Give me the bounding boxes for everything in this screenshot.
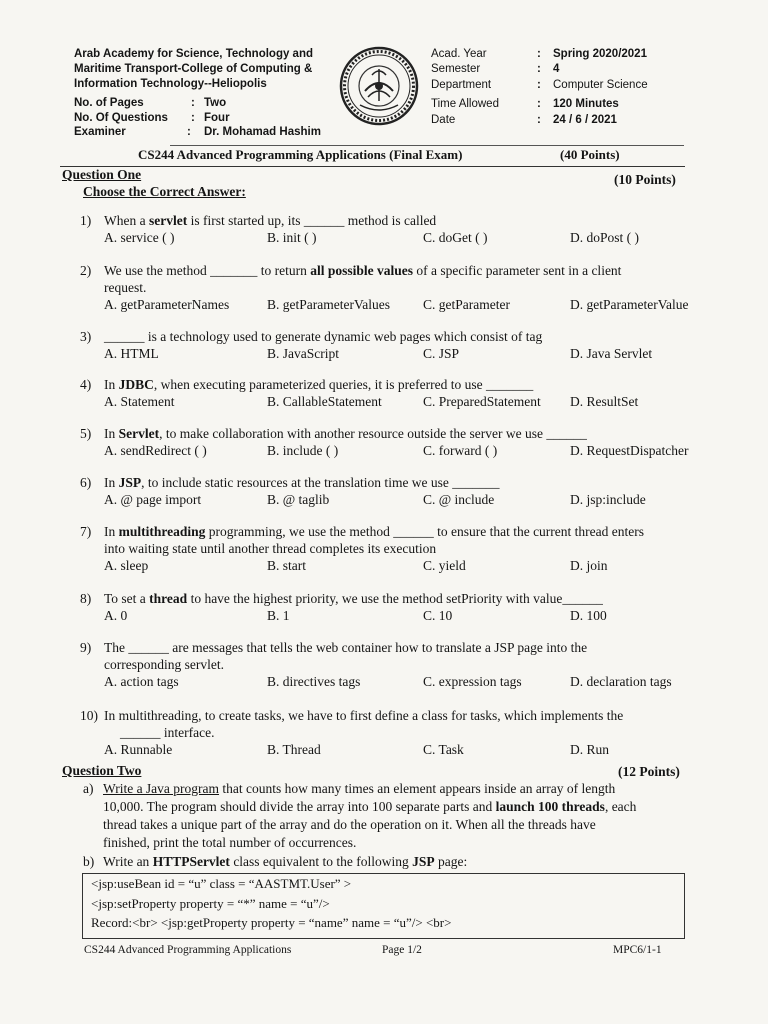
answer-option[interactable]: B. JavaScript	[267, 346, 339, 361]
question-one-title: Question One	[62, 167, 142, 182]
code-line: Record:<br> <jsp:getProperty property = “name” name = “u”/> <br>	[91, 915, 452, 930]
answer-option[interactable]: A. HTML	[104, 346, 159, 361]
institution-name	[74, 47, 344, 92]
answer-option[interactable]: D. 100	[570, 608, 607, 623]
answer-option[interactable]: A. @ page import	[104, 492, 202, 507]
institution-line: Information Technology--Heliopolis	[74, 78, 267, 90]
academy-seal-icon	[338, 45, 420, 127]
answer-option[interactable]: B. include ( )	[267, 443, 339, 458]
answer-option[interactable]: D. doPost ( )	[570, 230, 640, 245]
answer-option[interactable]: A. getParameterNames	[104, 297, 230, 312]
answer-option[interactable]: A. Statement	[104, 394, 175, 409]
mcq-question	[80, 376, 700, 411]
answer-option[interactable]: C. @ include	[423, 492, 495, 507]
mcq-question	[80, 474, 700, 509]
answer-option[interactable]: C. yield	[423, 558, 466, 573]
question-number: 8)	[80, 591, 92, 606]
answer-option[interactable]: C. expression tags	[423, 674, 522, 689]
answer-option[interactable]: D. Run	[570, 742, 610, 757]
answer-option[interactable]: D. join	[570, 558, 608, 573]
mcq-question	[80, 262, 700, 314]
answer-options	[80, 742, 700, 759]
question-number: 4)	[80, 377, 92, 392]
code-line: <jsp:useBean id = “u” class = “AASTMT.User” >	[91, 876, 352, 891]
question-two-title: Question Two	[62, 763, 142, 778]
answer-option[interactable]: A. Runnable	[104, 742, 173, 757]
code-line: <jsp:setProperty property = “*” name = “u”/>	[91, 895, 330, 911]
answer-option[interactable]: C. PreparedStatement	[423, 394, 541, 409]
answer-option[interactable]: D. RequestDispatcher	[570, 443, 689, 458]
answer-options	[80, 674, 700, 691]
question-two-points: (12 Points)	[618, 764, 680, 779]
answer-options	[80, 297, 700, 314]
exam-total-points: (40 Points)	[560, 147, 620, 162]
question-number: 5)	[80, 426, 92, 441]
answer-option[interactable]: A. action tags	[104, 674, 179, 689]
mcq-question	[80, 590, 700, 625]
footer-course: CS244 Advanced Programming Applications	[84, 944, 292, 956]
answer-option[interactable]: A. sleep	[104, 558, 149, 573]
question-one-points: (10 Points)	[614, 172, 676, 187]
answer-option[interactable]: C. 10	[423, 608, 453, 623]
answer-options	[80, 608, 700, 625]
institution-line: Arab Academy for Science, Technology and	[74, 48, 314, 60]
answer-option[interactable]: B. Thread	[267, 742, 321, 757]
answer-options	[80, 346, 700, 363]
answer-option[interactable]: A. sendRedirect ( )	[104, 443, 207, 458]
answer-option[interactable]: B. directives tags	[267, 674, 361, 689]
question-number: 7)	[80, 524, 92, 539]
question-number: 3)	[80, 329, 92, 344]
mcq-question	[80, 523, 700, 575]
answer-options	[80, 492, 700, 509]
answer-option[interactable]: C. doGet ( )	[423, 230, 488, 245]
answer-option[interactable]: D. ResultSet	[570, 394, 639, 409]
meta-questions: No. Of Questions : Four	[74, 112, 230, 124]
answer-options	[80, 443, 700, 460]
question-stem: 7) In multithreading programming, we use the method ______ to ensure that the current thread enters into waiting state until another thread completes its execution	[80, 524, 645, 556]
question-number: 1)	[80, 213, 92, 228]
question-one-instruction: Choose the Correct Answer:	[83, 184, 246, 199]
question-stem: 4) In JDBC, when executing parameterized queries, it is preferred to use _______	[80, 377, 534, 392]
footer-form-code: MPC6/1-1	[613, 944, 662, 956]
question-stem: 2) We use the method _______ to return all possible values of a specific parameter sent in a client request.	[80, 263, 622, 295]
question-number: 9)	[80, 640, 92, 655]
question-stem: 9) The ______ are messages that tells the web container how to translate a JSP page into the corresponding servlet.	[80, 640, 588, 672]
jsp-code-box	[82, 873, 685, 939]
mcq-question	[80, 425, 700, 460]
answer-option[interactable]: D. getParameterValue	[570, 297, 689, 312]
question-number: 10)	[80, 708, 98, 723]
answer-option[interactable]: B. getParameterValues	[267, 297, 390, 312]
mcq-question	[80, 328, 700, 363]
answer-option[interactable]: B. 1	[267, 608, 290, 623]
question-number: 2)	[80, 263, 92, 278]
answer-option[interactable]: B. CallableStatement	[267, 394, 382, 409]
exam-title: CS244 Advanced Programming Applications (Final Exam)	[138, 147, 463, 162]
answer-options	[80, 394, 700, 411]
answer-option[interactable]: B. init ( )	[267, 230, 317, 245]
answer-options	[80, 230, 700, 247]
answer-options	[80, 558, 700, 575]
question-stem: 8) To set a thread to have the highest priority, we use the method setPriority with value______	[80, 591, 603, 606]
meta-examiner: Examiner : Dr. Mohamad Hashim	[74, 126, 321, 138]
answer-option[interactable]: A. service ( )	[104, 230, 175, 245]
question-stem: 1) When a servlet is first started up, its ______ method is called	[80, 213, 437, 228]
mcq-question	[80, 707, 700, 759]
answer-option[interactable]: C. forward ( )	[423, 443, 498, 458]
answer-option[interactable]: D. declaration tags	[570, 674, 672, 689]
meta-pages: No. of Pages : Two	[74, 97, 227, 109]
title-rule	[60, 166, 685, 167]
question-stem: 6) In JSP, to include static resources at the translation time we use _______	[80, 475, 500, 490]
question-stem: 10) In multithreading, to create tasks, we have to first define a class for tasks, which implements the ______ interface.	[80, 708, 624, 740]
question-two-part-b: b) Write an HTTPServlet class equivalent to the following JSP page:	[83, 854, 468, 869]
header-rule	[170, 145, 684, 146]
question-stem: 5) In Servlet, to make collaboration with another resource outside the server we use ______	[80, 426, 587, 441]
question-number: 6)	[80, 475, 92, 490]
question-stem: 3) ______ is a technology used to generate dynamic web pages which consist of tag	[80, 329, 543, 344]
answer-option[interactable]: C. JSP	[423, 346, 460, 361]
institution-line: Maritime Transport-College of Computing &	[74, 63, 313, 75]
answer-option[interactable]: A. 0	[104, 608, 128, 623]
answer-option[interactable]: D. Java Servlet	[570, 346, 653, 361]
answer-option[interactable]: B. @ taglib	[267, 492, 330, 507]
mcq-question	[80, 639, 700, 691]
question-two-part-a: a) Write a Java program that counts how many times an element appears inside an array of length 10,000. The program should divide the array into 100 separate parts and launch 100 threads, each thread takes a unique part of the array and do the operation on it. When all the threads have finished, print the total number of occurrences.	[83, 781, 637, 850]
footer-page-number: Page 1/2	[382, 944, 422, 956]
answer-option[interactable]: D. jsp:include	[570, 492, 646, 507]
answer-option[interactable]: B. start	[267, 558, 306, 573]
mcq-question	[80, 212, 700, 247]
answer-option[interactable]: C. Task	[423, 742, 464, 757]
answer-option[interactable]: C. getParameter	[423, 297, 510, 312]
